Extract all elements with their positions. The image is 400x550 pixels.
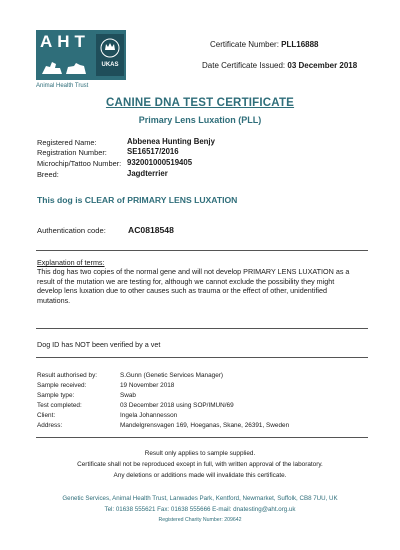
date-issued-label: Date Certificate Issued: (202, 61, 288, 70)
org-contact: Tel: 01638 555621 Fax: 01638 555666 E-mail: dnatesting@aht.org.uk (104, 506, 296, 513)
divider (36, 250, 368, 251)
detail-value: Swab (120, 392, 136, 399)
detail-label: Test completed: (37, 402, 82, 409)
auth-code-label: Authentication code: (37, 226, 106, 235)
detail-value: 03 December 2018 using SOP/IMUN/69 (120, 402, 234, 409)
animals-silhouette-icon (40, 58, 90, 76)
detail-value: Mandelgrensvagen 169, Hoeganas, Skane, 26391, Sweden (120, 422, 290, 429)
date-issued (202, 61, 357, 70)
certificate-number (210, 40, 319, 49)
detail-value: 19 November 2018 (120, 382, 175, 389)
ukas-badge (96, 34, 124, 76)
dog-info-value: SE16517/2016 (127, 147, 179, 156)
dog-info-label: Registered Name: (37, 138, 97, 147)
dog-info-value: Abbenea Hunting Benjy (127, 137, 215, 146)
certificate-title: CANINE DNA TEST CERTIFICATE (105, 97, 295, 109)
date-issued-value: 03 December 2018 (287, 61, 358, 70)
dog-info-label: Microchip/Tattoo Number: (37, 159, 122, 168)
aht-logo (36, 30, 126, 80)
ukas-text: UKAS (101, 62, 119, 68)
dog-info-label: Registration Number: (37, 148, 107, 157)
footer-note: Result only applies to sample supplied. (144, 450, 256, 457)
test-name: Primary Lens Luxation (PLL) (138, 115, 262, 125)
detail-label: Sample received: (37, 382, 87, 389)
logo-caption: Animal Health Trust (36, 83, 89, 89)
divider (36, 357, 368, 358)
footer-note: Any deletions or additions made will invalidate this certificate. (113, 472, 287, 479)
detail-label: Result authorised by: (37, 372, 98, 379)
divider (36, 437, 368, 438)
charity-number: Registered Charity Number: 209642 (158, 517, 242, 523)
divider (36, 328, 368, 329)
vet-verification-status: Dog ID has NOT been verified by a vet (37, 340, 161, 349)
dog-info-value: Jagdterrier (127, 169, 168, 178)
dog-info-label: Breed: (37, 170, 59, 179)
explanation-heading: Explanation of terms: (37, 258, 105, 267)
ukas-crown-icon (96, 34, 124, 76)
detail-value: S.Gunn (Genetic Services Manager) (120, 372, 224, 379)
detail-label: Address: (37, 422, 63, 429)
logo-letters: AHT (40, 32, 90, 51)
detail-label: Sample type: (37, 392, 75, 399)
certificate-number-label: Certificate Number: (210, 40, 282, 49)
auth-code-value: AC0818548 (128, 225, 174, 235)
org-address: Genetic Services, Animal Health Trust, Lanwades Park, Kentford, Newmarket, Suffolk, CB8 7UU, UK (62, 495, 338, 502)
dog-info-value: 932001000519405 (127, 158, 193, 167)
certificate-number-value: PLL16888 (281, 40, 319, 49)
explanation-text: This dog has two copies of the normal gene and will not develop PRIMARY LENS LUXATION as a result of the mutation we are testing for, although we cannot exclude the possibility they might develop lens luxation due to other causes such as trauma or the effect of other, unidentified mutations. (37, 267, 350, 305)
detail-value: Ingela Johannesson (120, 412, 178, 419)
detail-label: Client: (37, 412, 56, 419)
footer-note: Certificate shall not be reproduced except in full, with written approval of the laboratory. (77, 461, 323, 468)
result-statement: This dog is CLEAR of PRIMARY LENS LUXATION (37, 195, 238, 205)
